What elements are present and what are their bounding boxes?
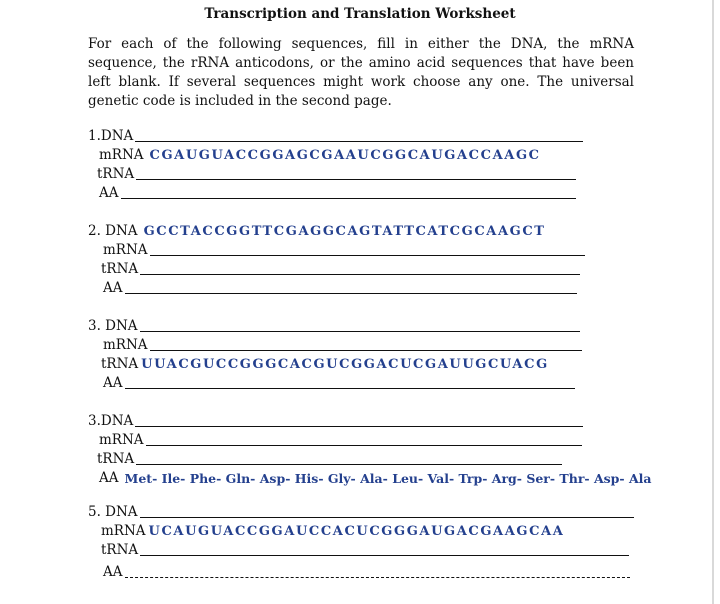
aa-answer-blank[interactable]: [125, 375, 575, 389]
dna-label: 3.DNA: [88, 413, 134, 429]
mrna-answer-blank[interactable]: [150, 242, 585, 256]
aa-label: AA: [99, 470, 119, 486]
instructions-paragraph: For each of the following sequences, fill in either the DNA, the mRNA sequence, the rRNA anticodons, or the amino acid sequences that have been left blank. If several sequences might work choose any one. The universal genetic code is included in the second page.: [88, 36, 634, 109]
trna-label: tRNA: [101, 261, 139, 277]
problem-4-dna-row: [88, 411, 583, 429]
dna-label: 3. DNA: [88, 318, 138, 334]
aa-answer-blank[interactable]: [125, 564, 630, 578]
mrna-label: mRNA: [99, 147, 144, 163]
dna-sequence: GCCTACCGGTTCGAGGCAGTATTCATCGCAAGCT: [143, 224, 546, 239]
aa-label: AA: [103, 375, 123, 391]
dna-label: 5. DNA: [88, 504, 138, 520]
problem-1-aa-row: [99, 183, 576, 201]
mrna-answer-blank[interactable]: [146, 432, 582, 446]
trna-answer-blank[interactable]: [136, 166, 576, 180]
problem-3-mrna-row: [103, 335, 582, 353]
problem-2-trna-row: [101, 259, 580, 277]
problem-2-aa-row: [103, 278, 577, 296]
problem-5-trna-row: [101, 540, 629, 558]
problem-4-mrna-row: [99, 430, 582, 448]
trna-label: tRNA: [97, 451, 135, 467]
problem-1-mrna-row: [99, 145, 541, 163]
problem-2-dna-row: [88, 221, 546, 239]
problem-5-mrna-row: [101, 521, 564, 539]
dna-label: 1.DNA: [88, 128, 134, 144]
trna-label: tRNA: [97, 166, 135, 182]
problem-4-aa-row: [99, 468, 652, 486]
mrna-label: mRNA: [103, 337, 148, 353]
mrna-sequence: UCAUGUACCGGAUCCACUCGGGAUGACGAAGCAA: [148, 524, 565, 539]
mrna-label: mRNA: [103, 242, 148, 258]
aa-answer-blank[interactable]: [125, 280, 577, 294]
trna-answer-blank[interactable]: [140, 542, 629, 556]
mrna-label: mRNA: [101, 523, 146, 539]
dna-answer-blank[interactable]: [140, 318, 580, 332]
problem-3-dna-row: [88, 316, 580, 334]
problem-1-dna-row: [88, 126, 583, 144]
amino-acid-sequence: Met- Ile- Phe- Gln- Asp- His- Gly- Ala- Leu- Val- Trp- Arg- Ser- Thr- Asp- Ala: [124, 471, 652, 486]
problem-3-trna-row: [101, 354, 549, 372]
mrna-label: mRNA: [99, 432, 144, 448]
problem-5-aa-row: [103, 562, 630, 580]
problem-3-aa-row: [103, 373, 575, 391]
aa-label: AA: [103, 280, 123, 296]
trna-answer-blank[interactable]: [140, 261, 580, 275]
dna-answer-blank[interactable]: [135, 128, 583, 142]
problem-5-dna-row: [88, 502, 634, 520]
dna-label: 2. DNA: [88, 223, 138, 239]
mrna-sequence: CGAUGUACCGGAGCGAAUCGGCAUGACCAAGC: [149, 148, 541, 163]
dna-answer-blank[interactable]: [140, 504, 634, 518]
trna-label: tRNA: [101, 356, 139, 372]
trna-label: tRNA: [101, 542, 139, 558]
problem-1-trna-row: [97, 164, 576, 182]
problem-2-mrna-row: [103, 240, 585, 258]
worksheet-title: Transcription and Translation Worksheet: [204, 6, 516, 22]
aa-answer-blank[interactable]: [121, 185, 576, 199]
trna-sequence: UUACGUCCGGGCACGUCGGACUCGAUUGCUACG: [141, 357, 549, 372]
trna-answer-blank[interactable]: [136, 451, 562, 465]
aa-label: AA: [103, 564, 123, 580]
problem-4-trna-row: [97, 449, 562, 467]
mrna-answer-blank[interactable]: [150, 337, 582, 351]
aa-label: AA: [99, 185, 119, 201]
dna-answer-blank[interactable]: [135, 413, 583, 427]
